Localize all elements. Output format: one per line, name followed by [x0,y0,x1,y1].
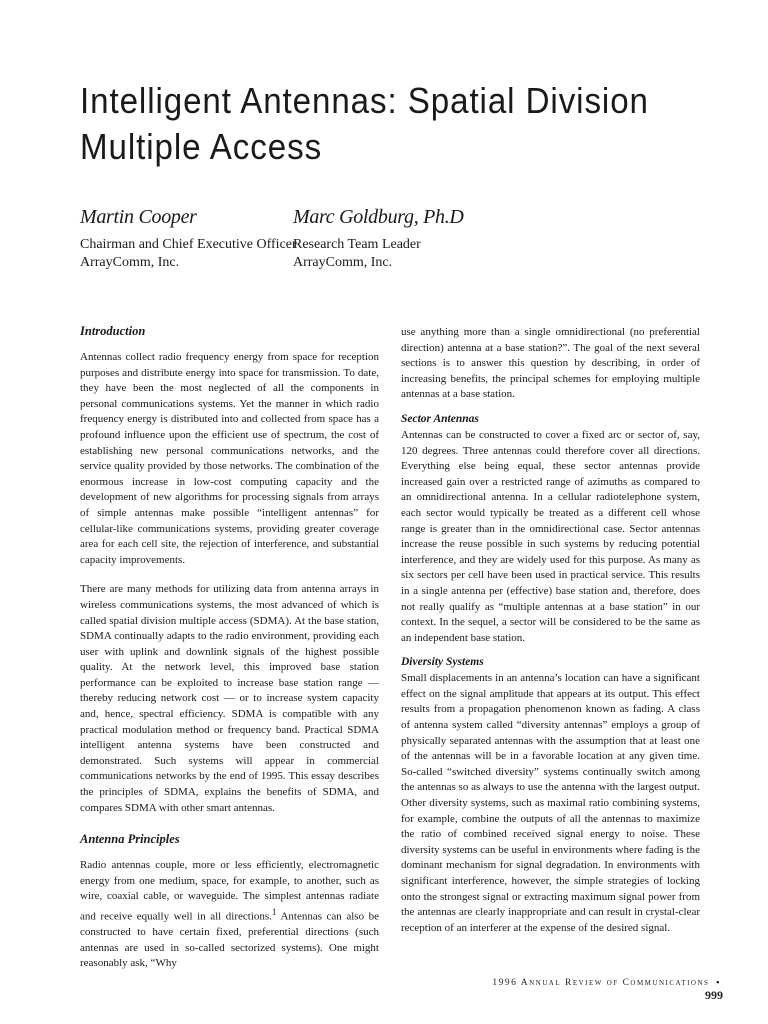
section-heading-diversity-systems: Diversity Systems [401,656,484,669]
antenna-principles-paragraph [80,858,379,972]
intro-paragraph-1: Antennas collect radio frequency energy from space for reception purposes and distribute energy into space for transmission. To date, they have been the most neglected of all the components in personal communications systems. Yet the manner in which radio frequency energy is distributed into and collected from space has a profound influence upon the efficient use of spectrum, the cost of establishing new personal communications networks, and the service quality provided by those networks. The combination of the enormous increase in low-cost computing capacity and the development of new algorithms for processing signals from arrays of simple antennas make possible “intelligent antennas” for cellular-like communications systems, providing greater coverage area for each cell site, the rejection of interference, and substantial capacity improvements. [80,351,379,566]
diversity-systems-paragraph: Small displacements in an antenna’s location can have a significant effect on the signal amplitude that appears at its output. This effect results from a propagation phenomenon known as fading. A class of antenna system called “diversity antennas” employs a group of physically separated antennas with the assumption that at least one of the antennas will be in a favorable location at any given time. So-called “switched diversity” systems continually switch among the antennas so as always to use the antenna with the largest output. Other diversity systems, such as maximal ratio combining systems, for example, combine the outputs of all the antennas to maximize the ratio of combined received signal energy to noise. These diversity systems can be useful in environments where fading is the dominant mechanism for signal degradation. In environments with significant interference, however, the simple strategies of locking onto the strongest signal or extracting maximum signal power from the antennas are clearly inappropriate and can result in crystal-clear reception of an interferer at the expense of the desired signal. [401,672,700,934]
antenna-principles-text-1: Radio antennas couple, more or less efficiently, electromagnetic energy from one medium, space, for example, to another, such as wire, coaxial cable, or waveguide. The simplest antennas radiate and receive equally well in all directions. [80,859,379,923]
right-column [401,325,700,936]
bullet-icon: ▪ [716,977,721,987]
left-column [80,322,379,986]
author-org: ArrayComm, Inc. [80,255,180,270]
page-number: 999 [705,988,723,1002]
author-role: Chairman and Chief Executive Officer [80,237,297,252]
author-org: ArrayComm, Inc. [293,255,393,270]
paper-title: Intelligent Antennas: Spatial Division Multiple Access [80,80,649,167]
section-heading-antenna-principles: Antenna Principles [80,832,180,847]
author-block-cooper [80,204,320,272]
continuation-paragraph: use anything more than a single omnidirectional (no preferential direction) antenna at a base station?”. The goal of the next several sections is to answer this question by describing, in order of increasing benefits, the principal schemes for employing multiple antennas at a base station. [401,326,700,401]
page-footer [480,977,723,1003]
section-heading-introduction: Introduction [80,324,146,338]
author-block-goldburg [293,204,533,272]
intro-paragraph-2: There are many methods for utilizing data from antenna arrays in wireless communications systems, the most advanced of which is called spatial division multiple access (SDMA). At the base station, SDMA continually adapts to the radio environment, providing each user with uplink and downlink signals of the highest possible quality. At the network level, this improved base station performance can be exploited to increase base station range — thereby reducing network cost — or to increase system capacity and, hence, spectral efficiency. SDMA is compatible with any practical modulation method or frequency band. Practical SDMA intelligent antenna systems have been constructed and demonstrated. Such systems will appear in commercial communications networks by the end of 1995. This essay describes the principles of SDMA, explains the benefits of SDMA, and compares SDMA with other smart antennas. [80,583,379,814]
sector-antennas-paragraph: Antennas can be constructed to cover a fixed arc or sector of, say, 120 degrees. Three antennas could therefore cover all directions. Everything else being equal, these sector antennas provide increased gain over a restricted range of azimuths as compared to an omnidirectional antenna. In a cellular radiotelephone system, each sector would typically be treated as a different cell whose range is greater than in the omnidirectional case. Sector antennas increase the reuse possible in such systems by reducing potential interference, and they are widely used for this purpose. As many as six sectors per cell have been used in practical service. This results in a single antenna per (effective) base station and, therefore, does not really qualify as “multiple antennas at a base station” in our context. In the sequel, a sector will be considered to be the same as an independent base station. [401,428,700,644]
footnote-marker: 1 [271,907,277,917]
section-heading-sector-antennas: Sector Antennas [401,412,479,425]
author-name: Marc Goldburg, Ph.D [293,206,464,228]
antenna-principles-text-2: Antennas can also be constructed to have certain fixed, preferential directions (such antennas are used in so-called sectorized systems). One might reasonably ask, “Why [80,910,379,970]
author-role: Research Team Leader [293,237,421,252]
author-name: Martin Cooper [80,206,197,228]
journal-name: 1996 Annual Review of Communications [492,978,710,988]
